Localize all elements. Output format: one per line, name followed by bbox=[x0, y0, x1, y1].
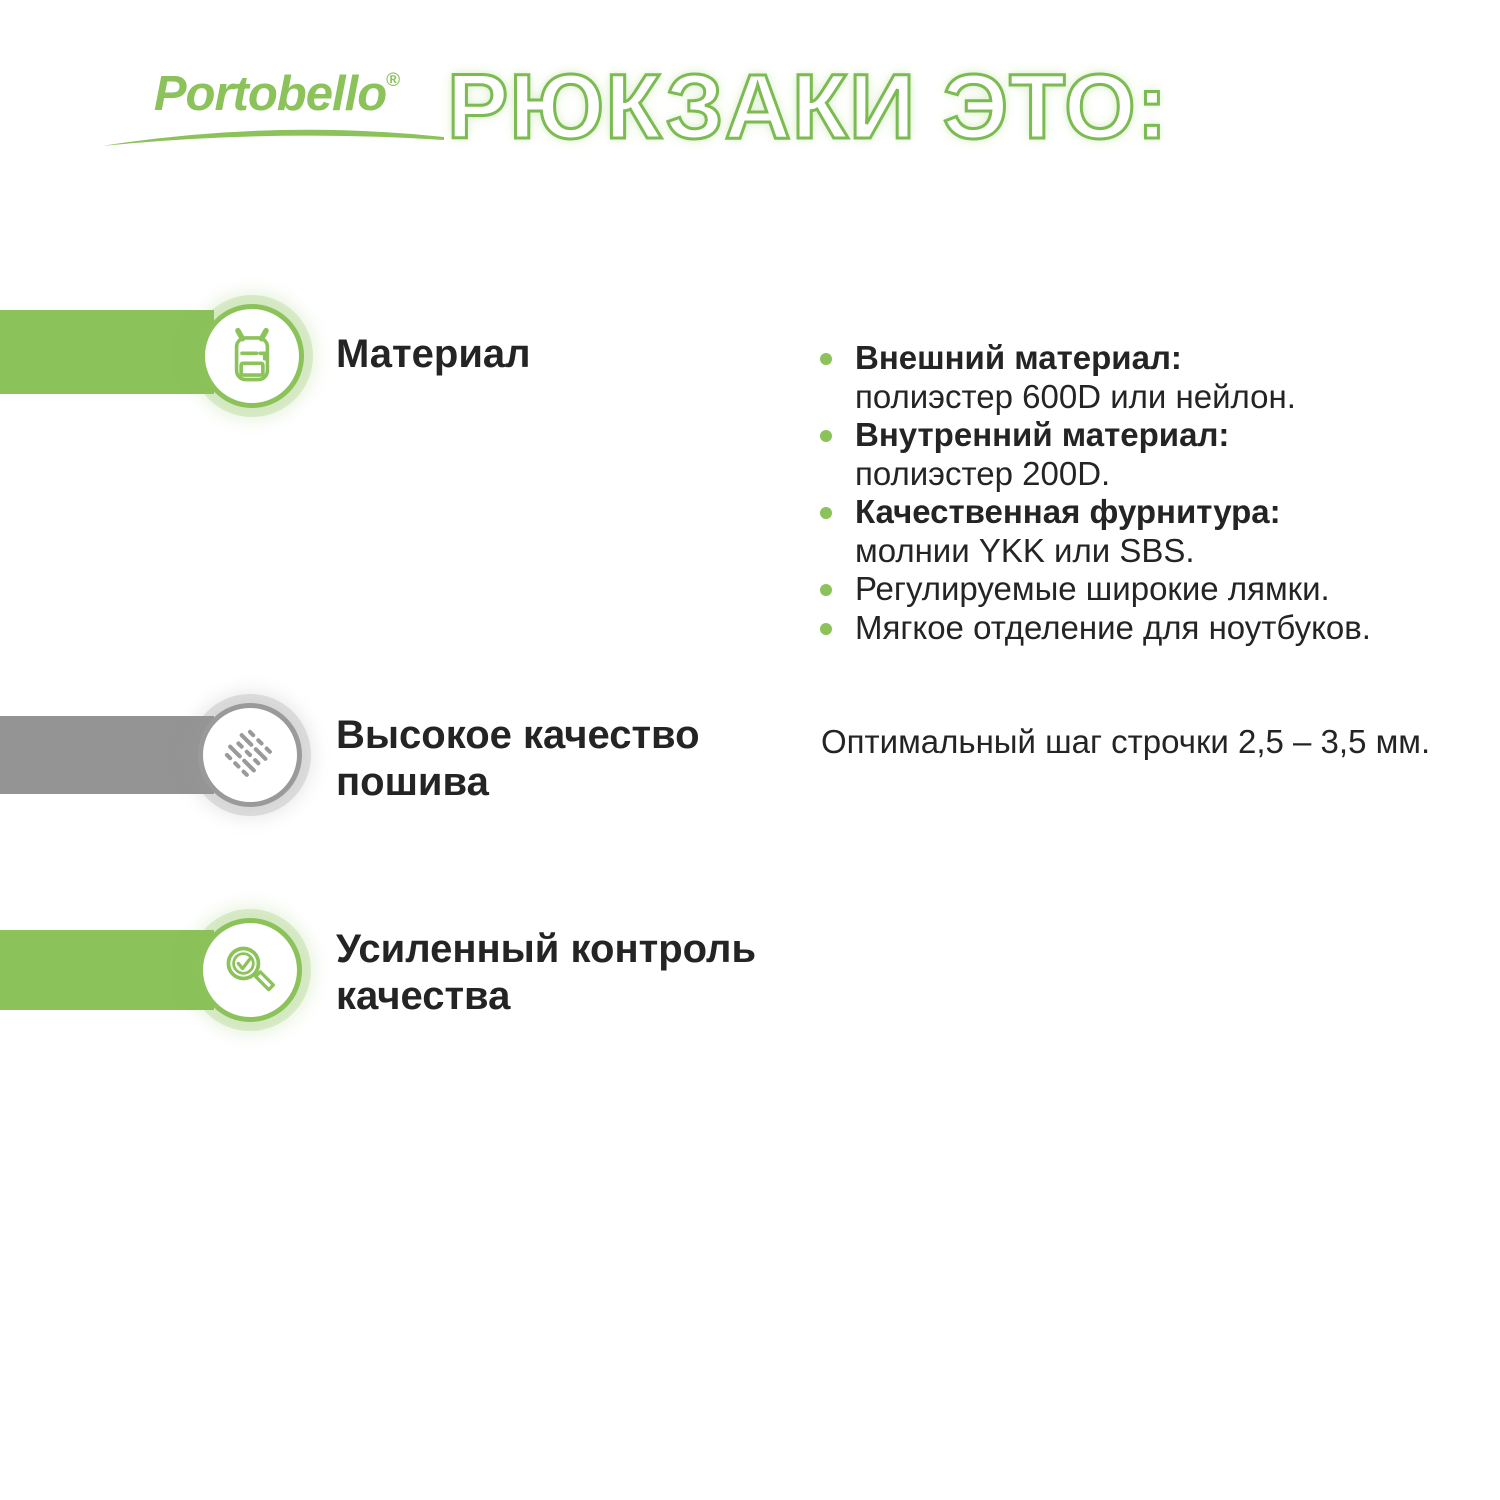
registered-mark: ® bbox=[386, 70, 401, 91]
material-heading bbox=[336, 331, 531, 378]
bullet-dot bbox=[820, 623, 832, 635]
list-item-text: молнии YKK или SBS. bbox=[855, 531, 1195, 569]
material-feature-list bbox=[820, 339, 1440, 647]
magnifier-check-icon bbox=[220, 940, 280, 1000]
bullet-dot bbox=[820, 584, 832, 596]
row-accent-bar-sewing bbox=[0, 716, 214, 794]
backpack-icon bbox=[223, 327, 281, 385]
bullet-dot bbox=[820, 430, 832, 442]
row-accent-bar-quality bbox=[0, 930, 214, 1010]
list-item-text: полиэстер 600D или нейлон. bbox=[855, 377, 1296, 415]
list-item-text: Внешний материал: bbox=[855, 339, 1182, 376]
list-item bbox=[820, 416, 1440, 455]
bullet-dot bbox=[820, 507, 832, 519]
quality-heading bbox=[336, 926, 756, 1020]
material-heading-line: Материал bbox=[336, 332, 531, 376]
logo-swoosh bbox=[98, 124, 448, 150]
sewing-heading-line2: пошива bbox=[336, 760, 489, 804]
list-item bbox=[820, 378, 1440, 417]
list-item bbox=[820, 455, 1440, 494]
list-item-text: Качественная фурнитура: bbox=[855, 493, 1281, 530]
sewing-badge bbox=[198, 703, 302, 807]
sewing-note: Оптимальный шаг строчки 2,5 – 3,5 мм. bbox=[821, 723, 1431, 760]
logo-text: Portobello bbox=[153, 67, 387, 121]
quality-badge bbox=[198, 918, 302, 1022]
list-item-text: Регулируемые широкие лямки. bbox=[855, 570, 1330, 607]
quality-heading-line1: Усиленный контроль bbox=[336, 927, 757, 971]
material-badge bbox=[200, 304, 304, 408]
list-item-text: полиэстер 200D. bbox=[855, 454, 1111, 492]
list-item bbox=[820, 609, 1440, 648]
portobello-logo bbox=[112, 66, 442, 122]
bullet-dot bbox=[820, 353, 832, 365]
sewing-heading-line1: Высокое качество bbox=[336, 713, 700, 757]
row-accent-bar-material bbox=[0, 310, 214, 394]
page-title: РЮКЗАКИ ЭТО: bbox=[447, 56, 1169, 158]
sewing-heading bbox=[336, 712, 700, 806]
list-item bbox=[820, 493, 1440, 532]
list-item bbox=[820, 339, 1440, 378]
list-item-text: Внутренний материал: bbox=[855, 416, 1230, 453]
list-item bbox=[820, 532, 1440, 571]
stitching-icon bbox=[221, 726, 279, 784]
list-item-text: Мягкое отделение для ноутбуков. bbox=[855, 608, 1371, 646]
list-item bbox=[820, 570, 1440, 609]
quality-heading-line2: качества bbox=[336, 974, 511, 1018]
